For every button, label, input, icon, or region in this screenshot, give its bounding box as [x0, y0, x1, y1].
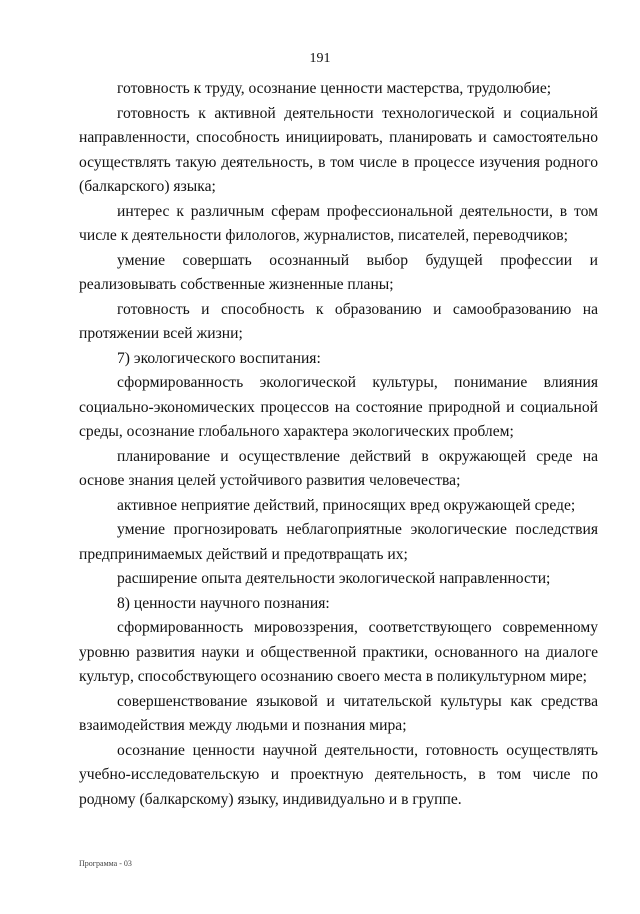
- section-heading: 7) экологического воспитания:: [117, 349, 321, 367]
- paragraph: активное неприятие действий, приносящих вред окружающей среде;: [117, 496, 576, 514]
- page-number: 191: [309, 51, 331, 66]
- paragraph: интерес к различным сферам профессиональной деятельности, в том числе к деятельности филологов, журналистов, писателей, переводчиков;: [79, 202, 598, 244]
- paragraph: готовность к активной деятельности технологической и социальной направленности, способность инициировать, планировать и самостоятельно осуществлять такую деятельность, в том числе в процессе изучения родного (балкарского) языка;: [79, 104, 598, 195]
- paragraph: планирование и осуществление действий в окружающей среде на основе знания целей устойчивого развития человечества;: [79, 447, 598, 489]
- paragraph: умение прогнозировать неблагоприятные экологические последствия предпринимаемых действий и предотвращать их;: [79, 521, 598, 563]
- paragraph: готовность и способность к образованию и самообразованию на протяжении всей жизни;: [79, 300, 598, 342]
- section-heading: 8) ценности научного познания:: [117, 594, 330, 612]
- paragraph: совершенствование языковой и читательской культуры как средства взаимодействия между людьми и познания мира;: [79, 692, 598, 734]
- paragraph: готовность к труду, осознание ценности мастерства, трудолюбие;: [117, 80, 552, 97]
- paragraph: расширение опыта деятельности экологической направленности;: [117, 570, 551, 587]
- paragraph: сформированность экологической культуры, понимание влияния социально-экономических процессов на состояние природной и социальной среды, осознание глобального характера экологических проблем;: [79, 374, 598, 440]
- paragraph: умение совершать осознанный выбор будущей профессии и реализовывать собственные жизненные планы;: [79, 251, 598, 293]
- paragraph: осознание ценности научной деятельности, готовность осуществлять учебно-исследовательскую и проектную деятельность, в том числе по родному (балкарскому) языку, индивидуально и в группе.: [79, 741, 598, 808]
- paragraph: сформированность мировоззрения, соответствующего современному уровню развития науки и общественной практики, основанного на диалоге культур, способствующего осознанию своего места в поликультурном мире;: [79, 619, 598, 685]
- body-text: [79, 77, 598, 812]
- footer-label: Программа - 03: [79, 859, 132, 868]
